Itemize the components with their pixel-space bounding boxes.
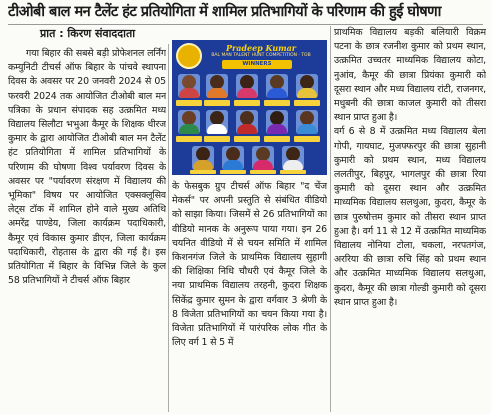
name-tag: [234, 136, 260, 142]
column-divider: [330, 26, 331, 412]
winner-portrait: [206, 110, 228, 134]
name-tag: [176, 136, 202, 142]
name-tag: [204, 136, 230, 142]
winner-portrait: [192, 146, 214, 170]
name-tag: [280, 170, 306, 174]
logo-icon: [176, 43, 202, 69]
winner-portrait: [282, 146, 304, 170]
name-tag: [250, 170, 276, 174]
article-column-3: [334, 26, 486, 412]
paragraph: प्राथमिक विद्यालय बड़की बलियारी विक्रम पटना के छात्र रजनीश कुमार को प्रथम स्थान, उत्क्रमित उच्चतर माध्यमिक विद्यालय कोटा, नुआंव, कैमूर की छात्रा प्रियंका कुमारी को दूसरा स्थान और मध्य विद्यालय रांटी, राजनगर, मधुबनी की छात्रा काजल कुमारी को तीसरा स्थान प्राप्त हुआ है।: [334, 27, 486, 124]
winner-portrait: [206, 74, 228, 98]
name-tag: [220, 170, 246, 174]
paragraph: वर्ग 6 से 8 में उत्क्रमित मध्य विद्यालय बेला गोपी, गायघाट, मुजफ्फरपुर की छात्रा सुहानी कुमारी को प्रथम स्थान, मध्य विद्यालय ललतीपुर, बिहपुर, भागलपुर की छात्रा रिया कुमारी को दूसरा स्थान और उत्क्रमित माध्यमिक विद्यालय सलथुआ, कुदरा, कैमूर के छात्र पुरुषोत्तम कुमार को तीसरा स्थान प्राप्त हुआ है। वर्ग 11 से 12 में उत्क्रमित माध्यमिक विद्यालय नोनिया टोला, चकला, नरपतगंज, अररिया की छात्रा रुचि सिंह को प्रथम स्थान और उत्क्रमित माध्यमिक विद्यालय सलथुआ, कुदरा, कैमूर की छात्रा गोल्डी कुमारी को दूसरा स्थान प्राप्त हुआ है।: [334, 126, 486, 308]
winner-portrait: [178, 74, 200, 98]
winner-portrait: [252, 146, 274, 170]
name-tag: [176, 100, 202, 106]
winners-photo: [172, 40, 327, 175]
winner-portrait: [222, 146, 244, 170]
byline: प्रात : किरण संवाददाता: [40, 27, 136, 40]
winner-portrait: [296, 74, 318, 98]
article-column-1: [8, 47, 166, 412]
winner-portrait: [178, 110, 200, 134]
winner-portrait: [266, 74, 288, 98]
winner-portrait: [296, 110, 318, 134]
paragraph: के फेसबुक ग्रुप टीचर्स ऑफ बिहार "द चेंज मेकर्स" पर अपनी प्रस्तुति से संबंधित वीडियो को साझा किया। जिसमें से 26 प्रतिभागियों का वीडियो मानक के अनुरूप पाया गया। इन 26 चयनित वीडियो में से चयन समिति में शामिल किशनगंज जिले के प्राथमिक विद्यालय सुहागी की शिक्षिका निधि चौधरी एवं कैमूर जिले के नया प्राथमिक विद्यालय तरहनी, कुदरा शिक्षक सिकेंद्र कुमार सुमन के द्वारा वर्गवार 3 श्रेणी के 8 विजेता प्रतिभागियों का चयन किया गया है।विजेता प्रतिभागियों में पारंपरिक लोक गीत के लिए वर्ग 1 से 5 में: [172, 181, 327, 349]
name-tag: [234, 100, 260, 106]
name-tag: [294, 100, 320, 106]
name-tag: [204, 100, 230, 106]
photo-title: Pradeep Kumar: [225, 43, 297, 53]
name-tag: [190, 170, 216, 174]
photo-subtitle: BAL MAN TALENT HUNT COMPETITION · TOB: [211, 53, 311, 58]
paragraph: गया बिहार की सबसे बड़ी प्रोफेशनल लर्निंग कम्युनिटी टीचर्स ऑफ बिहार के पांचवे स्थापना दिवस के अवसर पर 20 जनवरी 2024 से 05 फरवरी 2024 तक आयोजित टीओबी बाल मन पत्रिका के प्रधान संपादक सह उत्क्रमित मध्य विद्यालय सिलौटा भभुआ कैमूर के शिक्षक धीरज कुमार के द्वारा आयोजित टीओबी बाल मन टैलेंट हंट प्रतियोगिता में शामिल प्रतिभागियों के परिणाम की घोषणा विश्व पर्यावरण दिवस के अवसर पर "पर्यावरण संरक्षण में विद्यालय की भूमिका" विषय पर आयोजित एक्सक्लूसिव लेट्स टॉक में शामिल होने वाले मुख्य अतिथि अमरेंद्र पाण्डेय, जिला कार्यक्रम पदाधिकारी, कैमूर एवं विकास कुमार डीएन, जिला कार्यक्रम पदाधिकारी, रोहतास के द्वारा की गई है। इस प्रतियोगिता में बिहार के विभिन्न जिले के कुल 58 प्रतिभागियों ने टीचर्स ऑफ बिहार: [8, 48, 166, 287]
name-tag: [294, 136, 320, 142]
winner-portrait: [236, 74, 258, 98]
headline: टीओबी बाल मन टैलेंट हंट प्रतियोगिता में शामिल प्रतिभागियों के परिणाम की हुई घोषणा: [8, 3, 441, 20]
name-tag: [264, 136, 290, 142]
column-divider: [168, 44, 169, 412]
winner-portrait: [236, 110, 258, 134]
name-tag: [264, 100, 290, 106]
header-rule: [8, 24, 483, 25]
winner-portrait: [266, 110, 288, 134]
article-column-2: [172, 180, 327, 412]
photo-banner: WINNERS: [222, 60, 292, 69]
